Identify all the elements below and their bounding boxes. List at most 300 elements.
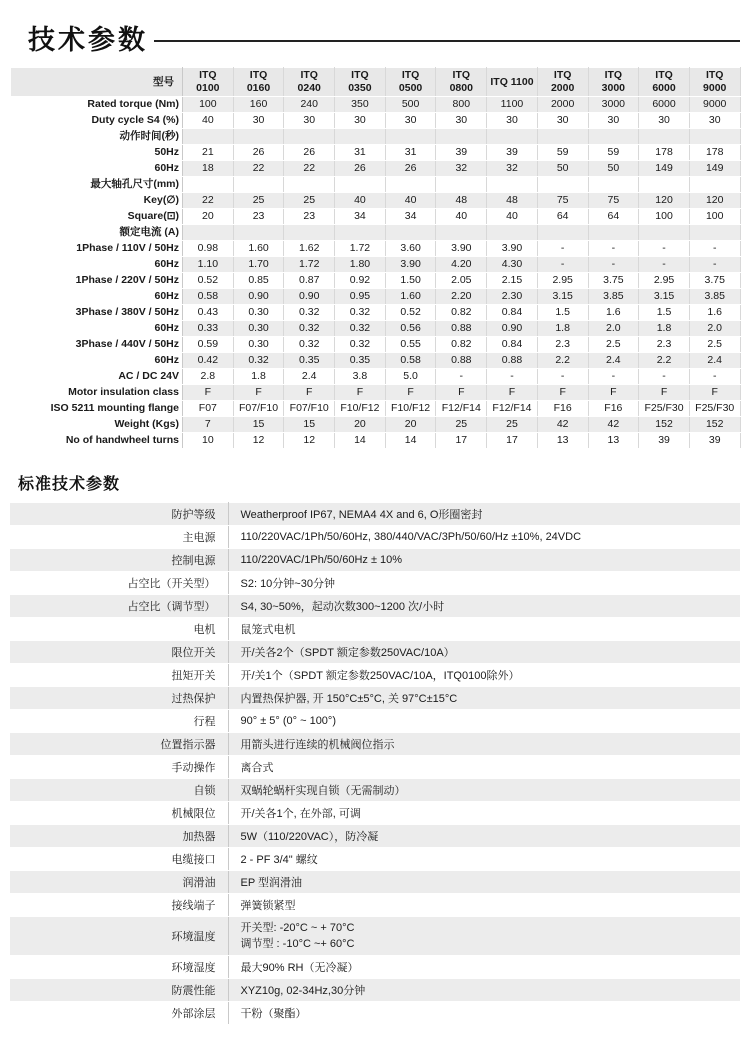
- table-cell: 75: [537, 193, 588, 209]
- table-cell: 25: [487, 417, 538, 433]
- list-item: [10, 664, 740, 687]
- table-cell: 22: [284, 161, 335, 177]
- table-row: [11, 273, 741, 289]
- table-cell: 2.5: [689, 337, 740, 353]
- table-cell: 149: [689, 161, 740, 177]
- table-cell: 18: [183, 161, 234, 177]
- table-row: [11, 225, 741, 241]
- table-cell: 0.32: [335, 305, 386, 321]
- row-label: 额定电流 (A): [11, 225, 183, 241]
- parameter-value: 鼠笼式电机: [228, 618, 740, 641]
- table-cell: F: [689, 385, 740, 401]
- table-cell: [335, 129, 386, 145]
- table-cell: 0.56: [385, 321, 436, 337]
- table-cell: 160: [233, 97, 284, 113]
- table-cell: 12: [233, 433, 284, 449]
- table-cell: [385, 177, 436, 193]
- row-label: 50Hz: [11, 145, 183, 161]
- table-cell: 26: [233, 145, 284, 161]
- table-row: [11, 177, 741, 193]
- row-label: 60Hz: [11, 321, 183, 337]
- table-cell: [689, 129, 740, 145]
- table-cell: [183, 129, 234, 145]
- row-label: 1Phase / 220V / 50Hz: [11, 273, 183, 289]
- table-cell: 350: [335, 97, 386, 113]
- parameter-value: 双蜗轮蜗杆实现自锁（无需制动）: [228, 779, 740, 802]
- table-cell: 40: [385, 193, 436, 209]
- parameter-value: S2: 10分钟~30分钟: [228, 572, 740, 595]
- table-cell: 0.32: [284, 337, 335, 353]
- table-cell: -: [537, 241, 588, 257]
- table-cell: 0.35: [284, 353, 335, 369]
- table-row: [11, 417, 741, 433]
- table-cell: -: [689, 369, 740, 385]
- table-row: [11, 193, 741, 209]
- table-cell: 25: [233, 193, 284, 209]
- list-item: [10, 572, 740, 595]
- table-cell: 32: [487, 161, 538, 177]
- table-cell: 13: [588, 433, 639, 449]
- table-cell: 0.32: [284, 321, 335, 337]
- table-cell: -: [639, 257, 690, 273]
- table-cell: 31: [385, 145, 436, 161]
- row-label: Key(∅): [11, 193, 183, 209]
- table-cell: 0.98: [183, 241, 234, 257]
- table-cell: 0.90: [487, 321, 538, 337]
- table-cell: 0.88: [487, 353, 538, 369]
- table-cell: 2.2: [537, 353, 588, 369]
- table-cell: 1.6: [588, 305, 639, 321]
- section1-title-row: [10, 0, 740, 67]
- table-cell: 40: [183, 113, 234, 129]
- model-header-cell: ITQ 0100: [183, 68, 234, 97]
- table-cell: 1.70: [233, 257, 284, 273]
- table-cell: 1.5: [537, 305, 588, 321]
- list-item: [10, 618, 740, 641]
- list-item: [10, 848, 740, 871]
- table-cell: 178: [689, 145, 740, 161]
- table-cell: 20: [183, 209, 234, 225]
- table-cell: 3000: [588, 97, 639, 113]
- table-cell: 2.0: [689, 321, 740, 337]
- parameter-name: 电机: [10, 618, 228, 641]
- table-cell: 15: [284, 417, 335, 433]
- table-row: [11, 369, 741, 385]
- table-cell: F: [233, 385, 284, 401]
- technical-parameters-table: [10, 67, 741, 449]
- table-cell: 14: [335, 433, 386, 449]
- table-cell: 149: [639, 161, 690, 177]
- table-cell: 20: [385, 417, 436, 433]
- row-label: 最大轴孔尺寸(mm): [11, 177, 183, 193]
- table-cell: 2.4: [284, 369, 335, 385]
- table-cell: F10/F12: [335, 401, 386, 417]
- table-cell: 2.95: [537, 273, 588, 289]
- table-cell: 30: [385, 113, 436, 129]
- table-cell: 12: [284, 433, 335, 449]
- table-row: [11, 289, 741, 305]
- parameter-name: 位置指示器: [10, 733, 228, 756]
- row-label: Duty cycle S4 (%): [11, 113, 183, 129]
- table-cell: 48: [487, 193, 538, 209]
- table-cell: [436, 177, 487, 193]
- table-cell: 30: [487, 113, 538, 129]
- table-cell: 26: [385, 161, 436, 177]
- table-cell: 31: [335, 145, 386, 161]
- table-cell: [436, 225, 487, 241]
- table-cell: [233, 225, 284, 241]
- parameter-value: 开/关各2个（SPDT 额定参数250VAC/10A）: [228, 641, 740, 664]
- parameter-name: 行程: [10, 710, 228, 733]
- table-cell: 240: [284, 97, 335, 113]
- table-cell: 26: [284, 145, 335, 161]
- table-cell: 500: [385, 97, 436, 113]
- row-label: No of handwheel turns: [11, 433, 183, 449]
- table-cell: 40: [487, 209, 538, 225]
- table-cell: [335, 177, 386, 193]
- parameter-value: 110/220VAC/1Ph/50/60Hz ± 10%: [228, 549, 740, 572]
- table-cell: 50: [537, 161, 588, 177]
- table-cell: F25/F30: [639, 401, 690, 417]
- table-cell: 30: [588, 113, 639, 129]
- table-cell: 0.85: [233, 273, 284, 289]
- parameter-value: 开/关各1个, 在外部, 可调: [228, 802, 740, 825]
- table-cell: -: [588, 257, 639, 273]
- table-cell: 30: [639, 113, 690, 129]
- table-cell: 0.32: [233, 353, 284, 369]
- row-label: 60Hz: [11, 161, 183, 177]
- table-cell: [335, 225, 386, 241]
- table-cell: 0.58: [385, 353, 436, 369]
- parameter-value: 干粉（聚酯）: [228, 1002, 740, 1025]
- table-cell: -: [689, 257, 740, 273]
- table-row: [11, 161, 741, 177]
- row-label: Square(⊡): [11, 209, 183, 225]
- table-cell: 22: [233, 161, 284, 177]
- table-cell: 152: [639, 417, 690, 433]
- list-item: [10, 503, 740, 526]
- table-cell: [537, 129, 588, 145]
- parameter-value: 离合式: [228, 756, 740, 779]
- table-cell: 2.2: [639, 353, 690, 369]
- table-cell: 1.60: [233, 241, 284, 257]
- list-item: [10, 917, 740, 956]
- list-item: [10, 894, 740, 917]
- parameter-value: [228, 917, 740, 956]
- table-cell: [537, 177, 588, 193]
- table-cell: 2.5: [588, 337, 639, 353]
- table-cell: [487, 129, 538, 145]
- parameter-name: 占空比（开关型）: [10, 572, 228, 595]
- parameter-value: Weatherproof IP67, NEMA4 4X and 6, O形圈密封: [228, 503, 740, 526]
- table-cell: 2.95: [639, 273, 690, 289]
- parameter-name: 限位开关: [10, 641, 228, 664]
- list-item: [10, 956, 740, 979]
- table-cell: 30: [537, 113, 588, 129]
- table-cell: [588, 129, 639, 145]
- table-row: [11, 257, 741, 273]
- table-row: [11, 241, 741, 257]
- table-cell: 152: [689, 417, 740, 433]
- parameter-name: 防护等级: [10, 503, 228, 526]
- table-cell: 3.15: [639, 289, 690, 305]
- table-cell: 4.20: [436, 257, 487, 273]
- standard-parameters-table: [10, 502, 740, 1025]
- list-item: [10, 756, 740, 779]
- table-cell: [183, 177, 234, 193]
- table-cell: [183, 225, 234, 241]
- table-cell: 2.20: [436, 289, 487, 305]
- list-item: [10, 733, 740, 756]
- title-divider: [154, 40, 740, 42]
- list-item: [10, 595, 740, 618]
- table-row: [11, 305, 741, 321]
- table-cell: [537, 225, 588, 241]
- table-cell: 1.10: [183, 257, 234, 273]
- table-cell: [689, 225, 740, 241]
- parameter-value: 内置热保护器, 开 150°C±5°C, 关 97°C±15°C: [228, 687, 740, 710]
- table-cell: 100: [689, 209, 740, 225]
- list-item: [10, 526, 740, 549]
- table-cell: 30: [284, 113, 335, 129]
- table-cell: 34: [335, 209, 386, 225]
- table-cell: 0.52: [385, 305, 436, 321]
- table-cell: F25/F30: [689, 401, 740, 417]
- row-label: Rated torque (Nm): [11, 97, 183, 113]
- model-header-cell: ITQ 3000: [588, 68, 639, 97]
- table-cell: 30: [689, 113, 740, 129]
- table-cell: 1100: [487, 97, 538, 113]
- model-header-cell: ITQ 0160: [233, 68, 284, 97]
- row-label: 动作时间(秒): [11, 129, 183, 145]
- table-cell: 64: [537, 209, 588, 225]
- table-cell: 2.4: [588, 353, 639, 369]
- table-cell: 3.90: [487, 241, 538, 257]
- table-cell: 0.32: [335, 321, 386, 337]
- table-cell: 2.30: [487, 289, 538, 305]
- table-cell: 3.75: [689, 273, 740, 289]
- table-cell: 0.84: [487, 337, 538, 353]
- table-cell: 20: [335, 417, 386, 433]
- table-cell: 3.85: [689, 289, 740, 305]
- parameter-name: 过热保护: [10, 687, 228, 710]
- table-cell: -: [537, 369, 588, 385]
- list-item: [10, 549, 740, 572]
- table-cell: 1.80: [335, 257, 386, 273]
- parameter-value: EP 型润滑油: [228, 871, 740, 894]
- parameter-value-line1: 开关型: -20°C ~ + 70°C: [240, 922, 355, 934]
- parameter-value: 最大90% RH（无冷凝）: [228, 956, 740, 979]
- table-cell: 75: [588, 193, 639, 209]
- parameter-value: 5W（110/220VAC），防冷凝: [228, 825, 740, 848]
- table-cell: 0.59: [183, 337, 234, 353]
- table-cell: -: [537, 257, 588, 273]
- table-cell: [233, 129, 284, 145]
- table-cell: 0.30: [233, 337, 284, 353]
- table-cell: 0.30: [233, 305, 284, 321]
- table-row: [11, 113, 741, 129]
- table-cell: [436, 129, 487, 145]
- table-cell: 2.05: [436, 273, 487, 289]
- table-cell: [588, 225, 639, 241]
- table-cell: F: [385, 385, 436, 401]
- table-cell: 1.8: [233, 369, 284, 385]
- parameter-name: 占空比（调节型）: [10, 595, 228, 618]
- row-label: 3Phase / 380V / 50Hz: [11, 305, 183, 321]
- table-cell: [385, 129, 436, 145]
- table-cell: 1.8: [537, 321, 588, 337]
- table-cell: F10/F12: [385, 401, 436, 417]
- row-label: 1Phase / 110V / 50Hz: [11, 241, 183, 257]
- table-cell: 39: [639, 433, 690, 449]
- table-cell: [639, 225, 690, 241]
- table-cell: 32: [436, 161, 487, 177]
- parameter-name: 主电源: [10, 526, 228, 549]
- page-title: 技术参数: [28, 25, 148, 55]
- table-cell: 6000: [639, 97, 690, 113]
- table-cell: 2.15: [487, 273, 538, 289]
- parameter-value: 开/关1个（SPDT 额定参数250VAC/10A，ITQ0100除外）: [228, 664, 740, 687]
- table-cell: 1.5: [639, 305, 690, 321]
- parameter-name: 机械限位: [10, 802, 228, 825]
- table-cell: 1.72: [335, 241, 386, 257]
- table-cell: 2.4: [689, 353, 740, 369]
- list-item: [10, 871, 740, 894]
- table-row: [11, 321, 741, 337]
- table-cell: 7: [183, 417, 234, 433]
- table-cell: 4.30: [487, 257, 538, 273]
- parameter-name: 环境温度: [10, 917, 228, 956]
- table-cell: 21: [183, 145, 234, 161]
- table-row: [11, 337, 741, 353]
- table-row: [11, 401, 741, 417]
- table-cell: 0.32: [284, 305, 335, 321]
- table-cell: F: [284, 385, 335, 401]
- table-cell: 3.90: [385, 257, 436, 273]
- row-label: ISO 5211 mounting flange: [11, 401, 183, 417]
- table-cell: 30: [436, 113, 487, 129]
- parameter-name: 外部涂层: [10, 1002, 228, 1025]
- parameter-value-line2: 调节型 : -10°C ~+ 60°C: [240, 938, 355, 950]
- table-cell: 0.30: [233, 321, 284, 337]
- table-cell: 26: [335, 161, 386, 177]
- table-row: [11, 385, 741, 401]
- row-label: AC / DC 24V: [11, 369, 183, 385]
- table-cell: 0.95: [335, 289, 386, 305]
- table-cell: 40: [436, 209, 487, 225]
- table-cell: F: [436, 385, 487, 401]
- table-cell: 39: [689, 433, 740, 449]
- row-label: 3Phase / 440V / 50Hz: [11, 337, 183, 353]
- table-cell: -: [588, 369, 639, 385]
- table-cell: 30: [233, 113, 284, 129]
- list-item: [10, 687, 740, 710]
- table-cell: F12/F14: [487, 401, 538, 417]
- model-header-cell: ITQ 0800: [436, 68, 487, 97]
- table-cell: 0.84: [487, 305, 538, 321]
- list-item: [10, 641, 740, 664]
- table-cell: 120: [689, 193, 740, 209]
- table-cell: F: [183, 385, 234, 401]
- table-cell: 22: [183, 193, 234, 209]
- table-cell: F07/F10: [233, 401, 284, 417]
- table-cell: 0.87: [284, 273, 335, 289]
- table-cell: 48: [436, 193, 487, 209]
- parameter-name: 加热器: [10, 825, 228, 848]
- table-cell: F12/F14: [436, 401, 487, 417]
- table-cell: 0.42: [183, 353, 234, 369]
- table-row: [11, 433, 741, 449]
- parameter-value: 用箭头进行连续的机械阀位指示: [228, 733, 740, 756]
- table-cell: 0.32: [335, 337, 386, 353]
- model-header-cell: ITQ 0350: [335, 68, 386, 97]
- table-cell: 0.88: [436, 321, 487, 337]
- table-cell: 23: [233, 209, 284, 225]
- table-cell: 64: [588, 209, 639, 225]
- table-cell: F07: [183, 401, 234, 417]
- table-cell: [588, 177, 639, 193]
- table-cell: 2000: [537, 97, 588, 113]
- table-cell: 25: [436, 417, 487, 433]
- table-cell: 17: [436, 433, 487, 449]
- table-cell: F: [335, 385, 386, 401]
- table-cell: F07/F10: [284, 401, 335, 417]
- row-label: 60Hz: [11, 257, 183, 273]
- table-cell: 0.52: [183, 273, 234, 289]
- parameter-name: 手动操作: [10, 756, 228, 779]
- table-cell: 25: [284, 193, 335, 209]
- table-cell: 100: [183, 97, 234, 113]
- table-cell: [284, 177, 335, 193]
- table-cell: 2.3: [639, 337, 690, 353]
- table-cell: 0.90: [233, 289, 284, 305]
- table-cell: 10: [183, 433, 234, 449]
- table-cell: 0.43: [183, 305, 234, 321]
- table-cell: 2.0: [588, 321, 639, 337]
- table-cell: F: [639, 385, 690, 401]
- table-row: [11, 129, 741, 145]
- row-label: 60Hz: [11, 353, 183, 369]
- parameter-name: 自锁: [10, 779, 228, 802]
- parameter-value: 2 - PF 3/4" 螺纹: [228, 848, 740, 871]
- table-cell: 0.92: [335, 273, 386, 289]
- table-cell: [639, 177, 690, 193]
- table-cell: 14: [385, 433, 436, 449]
- table-cell: 3.75: [588, 273, 639, 289]
- table-cell: 1.72: [284, 257, 335, 273]
- table-cell: -: [689, 241, 740, 257]
- table-cell: 17: [487, 433, 538, 449]
- table-cell: 59: [537, 145, 588, 161]
- model-header-cell: ITQ 9000: [689, 68, 740, 97]
- table-cell: 0.82: [436, 337, 487, 353]
- table-cell: 39: [436, 145, 487, 161]
- model-header-cell: ITQ 1100: [487, 68, 538, 97]
- table-cell: 800: [436, 97, 487, 113]
- table-cell: 3.90: [436, 241, 487, 257]
- table-cell: 3.15: [537, 289, 588, 305]
- table-cell: 3.8: [335, 369, 386, 385]
- parameter-value: S4, 30~50%，起动次数300~1200 次/小时: [228, 595, 740, 618]
- parameter-name: 扭矩开关: [10, 664, 228, 687]
- table-cell: [233, 177, 284, 193]
- table-cell: F: [537, 385, 588, 401]
- list-item: [10, 979, 740, 1002]
- table-cell: [385, 225, 436, 241]
- table-cell: 13: [537, 433, 588, 449]
- table-cell: 0.33: [183, 321, 234, 337]
- table-row: [11, 209, 741, 225]
